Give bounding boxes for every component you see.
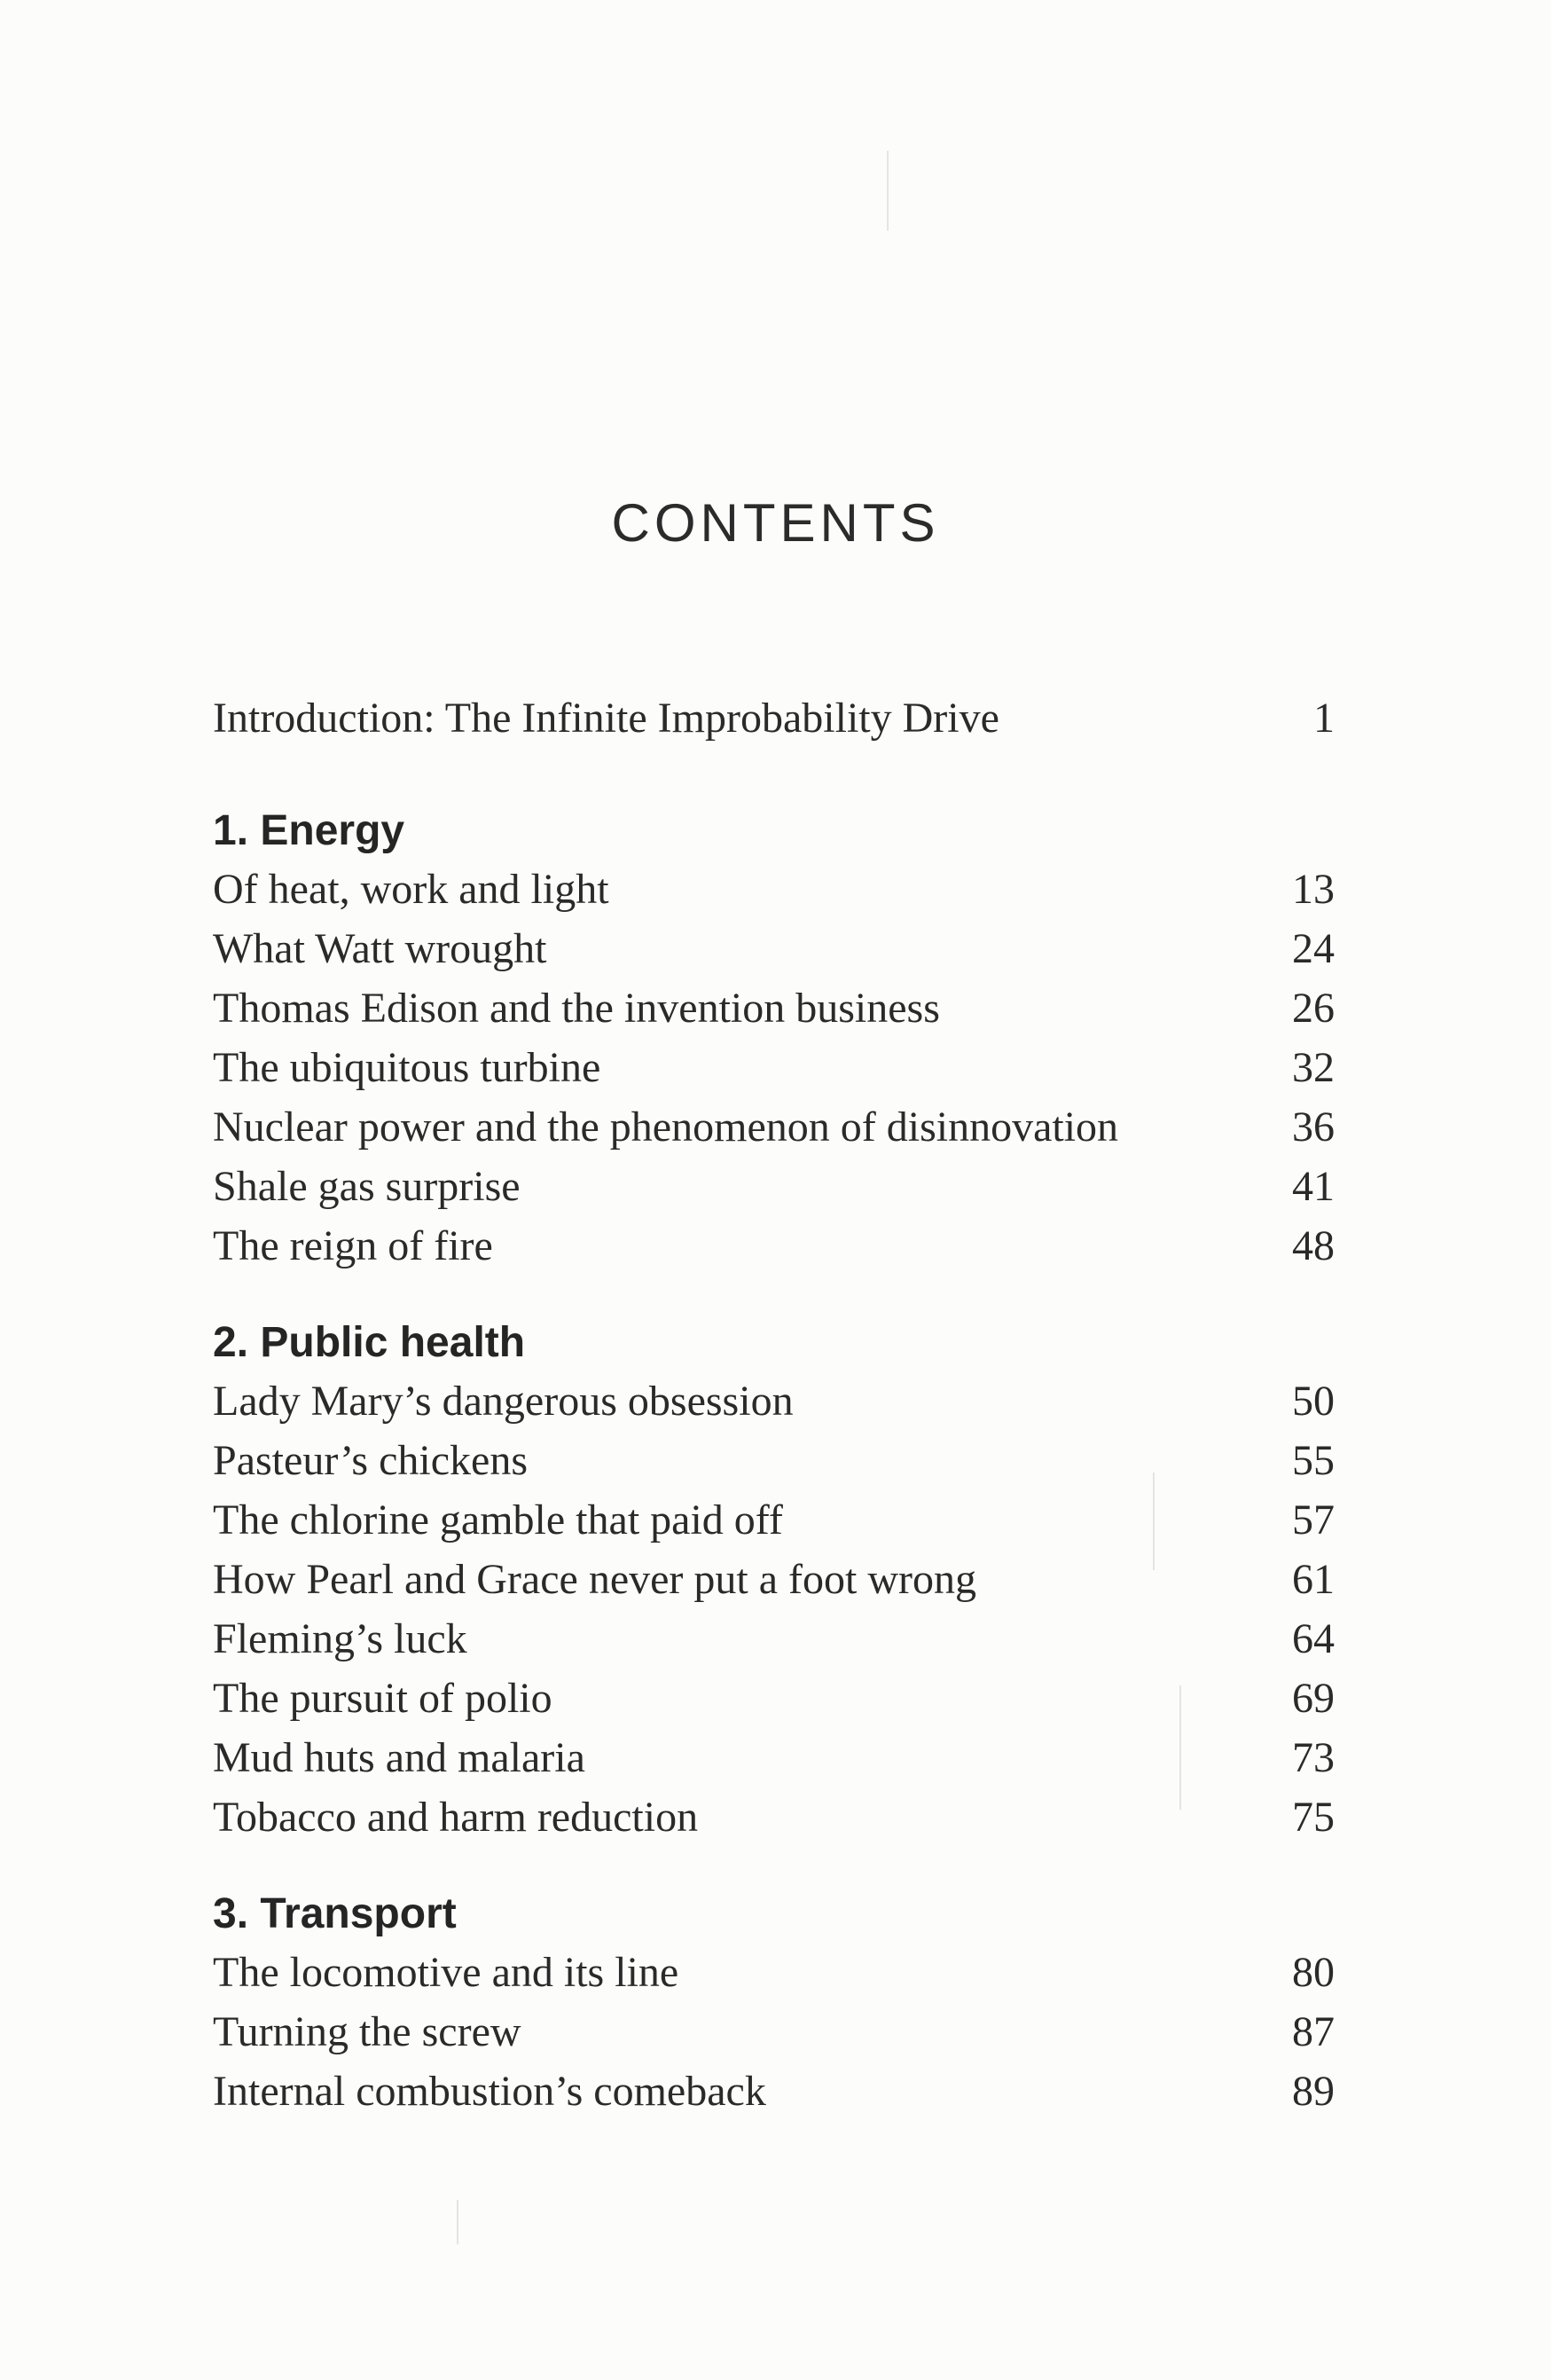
toc-section-public-health: [213, 1315, 1335, 1847]
toc-entry[interactable]: [213, 1157, 1335, 1216]
toc-entry-page-number: 24: [1292, 925, 1335, 972]
toc-entry[interactable]: [213, 1216, 1335, 1276]
toc-entry-page-number: 41: [1292, 1163, 1335, 1210]
toc-entry-page-number: 57: [1292, 1496, 1335, 1543]
toc-entry[interactable]: [213, 1490, 1335, 1550]
toc-entry-label: Thomas Edison and the invention business: [213, 985, 940, 1032]
toc-entry[interactable]: [213, 1609, 1335, 1669]
toc-entry-page-number: 61: [1292, 1556, 1335, 1603]
toc-entry-page-number: 55: [1292, 1437, 1335, 1484]
toc-entry[interactable]: [213, 978, 1335, 1038]
toc-section-heading: 1. Energy: [213, 807, 405, 854]
toc-entry-page-number: 1: [1313, 695, 1335, 742]
toc-entry-label: The locomotive and its line: [213, 1949, 679, 1996]
toc-section-heading: 2. Public health: [213, 1319, 526, 1366]
toc-entry[interactable]: [213, 1431, 1335, 1490]
toc-entry[interactable]: [213, 1097, 1335, 1157]
toc-entry[interactable]: [213, 1550, 1335, 1609]
toc-entry-page-number: 26: [1292, 985, 1335, 1032]
toc-entry-label: Fleming’s luck: [213, 1615, 467, 1662]
toc-entry-label: Introduction: The Infinite Improbability Drive: [213, 695, 999, 742]
toc-entry[interactable]: [213, 1787, 1335, 1847]
toc-entry-page-number: 73: [1292, 1734, 1335, 1781]
toc-section-energy: [213, 803, 1335, 1276]
toc-entry[interactable]: [213, 2002, 1335, 2062]
toc-entry-page-number: 13: [1292, 866, 1335, 913]
toc-entry[interactable]: [213, 860, 1335, 919]
scan-mark: [887, 151, 889, 231]
toc-entry[interactable]: [213, 1943, 1335, 2002]
toc-entry-page-number: 87: [1292, 2008, 1335, 2055]
page-title: CONTENTS: [611, 493, 940, 554]
toc-entry-page-number: 50: [1292, 1378, 1335, 1425]
toc-entry-label: Turning the screw: [213, 2008, 521, 2055]
toc-entry-page-number: 89: [1292, 2068, 1335, 2115]
toc-entry-label: Pasteur’s chickens: [213, 1437, 529, 1484]
toc-entry[interactable]: [213, 1728, 1335, 1787]
toc-entry[interactable]: [213, 1371, 1335, 1431]
toc-entry-page-number: 75: [1292, 1794, 1335, 1841]
toc-entry-page-number: 69: [1292, 1675, 1335, 1722]
toc-entry-introduction[interactable]: [213, 688, 1335, 748]
toc-entry-label: How Pearl and Grace never put a foot wrong: [213, 1556, 977, 1603]
toc-entry-label: Of heat, work and light: [213, 866, 609, 913]
toc-entry[interactable]: [213, 1038, 1335, 1097]
scan-mark: [457, 2200, 458, 2244]
toc-entry-label: The ubiquitous turbine: [213, 1044, 601, 1091]
toc-section-heading: 3. Transport: [213, 1890, 457, 1937]
toc-entry-page-number: 48: [1292, 1222, 1335, 1269]
toc-entry-label: Nuclear power and the phenomenon of disinnovation: [213, 1104, 1119, 1151]
toc-entry-label: The chlorine gamble that paid off: [213, 1496, 783, 1543]
toc-entry-label: Lady Mary’s dangerous obsession: [213, 1378, 794, 1425]
toc-entry-label: Internal combustion’s comeback: [213, 2068, 766, 2115]
toc-entry-label: Tobacco and harm reduction: [213, 1794, 699, 1841]
toc-entry-page-number: 32: [1292, 1044, 1335, 1091]
toc-entry-label: What Watt wrought: [213, 925, 547, 972]
toc-entry[interactable]: [213, 2062, 1335, 2121]
toc-entry[interactable]: [213, 919, 1335, 978]
toc-entry-label: The reign of fire: [213, 1222, 493, 1269]
toc-entry-label: The pursuit of polio: [213, 1675, 552, 1722]
toc-section-transport: [213, 1886, 1335, 2121]
toc-entry[interactable]: [213, 1669, 1335, 1728]
table-of-contents: [213, 688, 1335, 2160]
toc-entry-page-number: 36: [1292, 1104, 1335, 1151]
toc-entry-label: Mud huts and malaria: [213, 1734, 585, 1781]
toc-entry-page-number: 80: [1292, 1949, 1335, 1996]
toc-entry-page-number: 64: [1292, 1615, 1335, 1662]
toc-entry-label: Shale gas surprise: [213, 1163, 521, 1210]
